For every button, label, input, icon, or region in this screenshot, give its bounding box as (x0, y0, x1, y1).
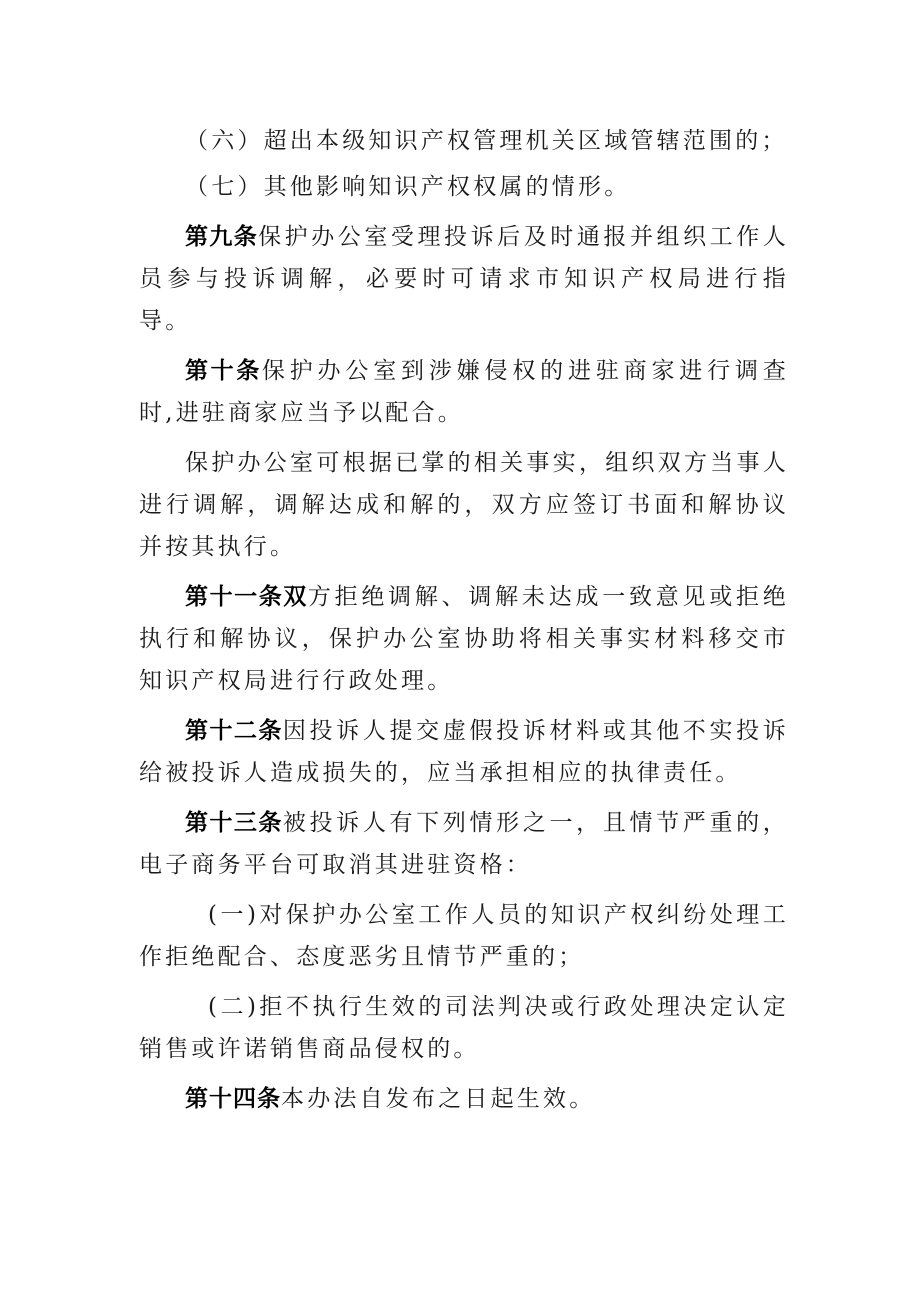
article-number: 第十二条 (185, 717, 283, 744)
article-text: 保护办公室到涉嫌侵权的进驻商家进行调查时,进驻商家应当予以配合。 (139, 358, 789, 426)
paragraph-text: (一)对保护办公室工作人员的知识产权纠纷处理工作拒绝配合、态度恶劣且情节严重的； (139, 902, 789, 970)
paragraph-text: （六）超出本级知识产权管理机关区域管辖范围的； (185, 128, 788, 154)
article-number: 第十四条 (185, 1085, 281, 1112)
article-text: 本办法自发布之日起生效。 (281, 1086, 596, 1112)
article-10 (139, 350, 789, 434)
article-13 (139, 802, 789, 886)
paragraph-item-7 (139, 166, 789, 208)
paragraph-text: (二)拒不执行生效的司法判决或行政处理决定认定销售或许诺销售商品侵权的。 (139, 994, 789, 1062)
article-13-item-1 (139, 894, 789, 978)
document-body (139, 120, 789, 1120)
article-number: 第十条 (185, 357, 262, 384)
paragraph-text: 保护办公室可根据已掌的相关事实，组织双方当事人进行调解，调解达成和解的，双方应签订书面和解协议并按其执行。 (139, 450, 789, 560)
article-text: 方拒绝调解、调解未达成一致意见或拒绝执行和解协议，保护办公室协助将相关事实材料移交市知识产权局进行行政处理。 (139, 584, 790, 694)
article-number: 第十三条 (185, 809, 283, 836)
article-text: 被投诉人有下列情形之一，且情节严重的，电子商务平台可取消其进驻资格： (139, 810, 789, 878)
article-13-item-2 (139, 986, 789, 1070)
article-number: 第九条 (185, 223, 259, 250)
article-12 (139, 710, 789, 794)
article-14 (139, 1078, 789, 1120)
paragraph-item-6 (139, 120, 789, 162)
article-text: 保护办公室受理投诉后及时通报并组织工作人员参与投诉调解，必要时可请求市知识产权局进行指导。 (139, 224, 790, 334)
article-number: 第十一条双 (185, 583, 308, 610)
article-9 (139, 216, 789, 342)
article-text: 因投诉人提交虚假投诉材料或其他不实投诉给被投诉人造成损失的，应当承担相应的执律责任。 (139, 718, 789, 786)
paragraph-text: （七）其他影响知识产权权属的情形。 (185, 174, 631, 200)
article-11 (139, 576, 789, 702)
article-10-paragraph-2 (139, 442, 789, 568)
